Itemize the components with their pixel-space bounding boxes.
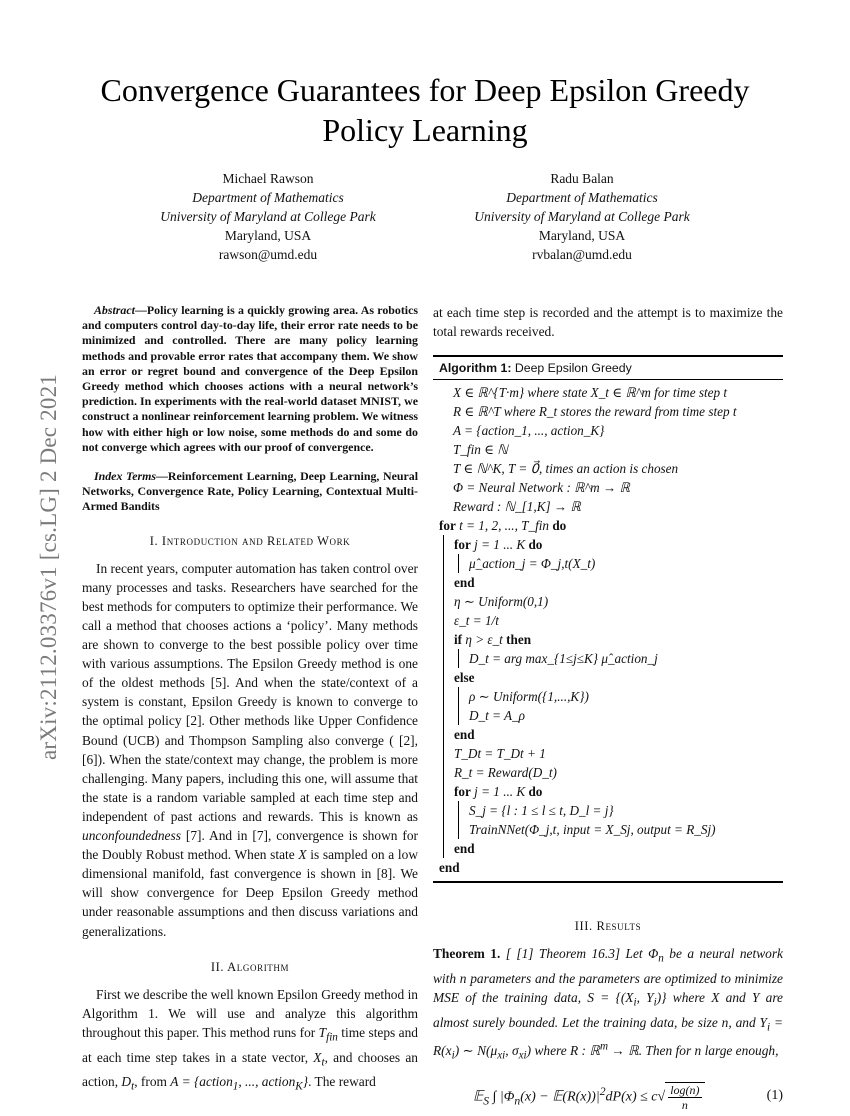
author-email: rvbalan@umd.edu [532, 247, 632, 262]
kw-do: do [528, 537, 543, 553]
algo-text-5: . The reward [308, 1074, 376, 1090]
author-univ: University of Maryland at College Park [474, 209, 690, 224]
algorithm-paragraph [82, 985, 418, 1097]
algorithm-body [433, 380, 783, 881]
algo-var-t-sub: fin [326, 1031, 338, 1044]
algo-if [454, 630, 777, 649]
algorithm-label: Algorithm 1: [439, 361, 512, 376]
for-inner-block [458, 554, 777, 573]
algo-line: S_j = {l : 1 ≤ l ≤ t, D_l = j} [469, 803, 614, 819]
kw-end: end [454, 727, 475, 743]
eq-expect-sub: S [483, 1094, 490, 1108]
algo-for-outer [439, 516, 777, 535]
if-condition: η > ε_t [465, 632, 503, 648]
kw-do: do [528, 784, 543, 800]
algo-line: T_fin ∈ ℕ [453, 442, 508, 458]
title-line-1: Convergence Guarantees for Deep Epsilon Greedy [100, 72, 750, 108]
thm-t6: ) ∼ N(μ [454, 1043, 498, 1059]
eq-expect: 𝔼 [473, 1089, 484, 1105]
algo-line: R ∈ ℝ^T where R_t stores the reward from time step t [453, 404, 737, 420]
thm-s2: i [633, 996, 637, 1009]
algo-for-inner [454, 535, 777, 554]
algorithm-name: Deep Epsilon Greedy [514, 361, 632, 376]
sqrt-body [665, 1082, 704, 1112]
author-email: rawson@umd.edu [218, 247, 318, 262]
algo-var-x-sub: t [321, 1056, 325, 1069]
algo-line: D_t = A_ρ [469, 708, 526, 724]
arxiv-stamp-text: arXiv:2112.03376v1 [cs.LG] 2 Dec 2021 [36, 374, 61, 760]
kw-end: end [439, 860, 460, 876]
eq-mid: (x) − 𝔼(R(x))| [520, 1089, 600, 1105]
algo-line: X ∈ ℝ^{T·m} where state X_t ∈ ℝ^m for time step t [453, 385, 728, 401]
intro-text-1: In recent years, computer automation has taken control over many processes and tasks. Researchers have searched for the best methods for computers to optimize their performance. We call a method that chooses actions a ‘policy’. Many methods are shown to converge to the best possible policy over time with various assumptions. The Epsilon Greedy method is one of the oldest methods [5]. And when the state/context of a system is constant, Epsilon Greedy is known to converge to the optimal policy [2]. Other methods like Upper Confidence Bound (UCB) and Thompson Sampling also converge ( [2], [6]). When the state/context may change, the problem is more challenging. Many papers, including this one, will assume that the state is a random variable sampled at each time step and independent of past actions and rewards. This is known as [82, 560, 418, 824]
algo-text-2: time steps and at each time step takes in a state vector, [82, 1024, 418, 1065]
section-heading-intro: I. Introduction and Related Work [149, 533, 351, 548]
abstract-lead: Abstract [94, 303, 135, 317]
section-heading-algorithm: II. Algorithm [210, 959, 290, 974]
algo-text-1: First we describe the well known Epsilon Greedy method in Algorithm 1. We will use and analyze this algorithm throughout this paper. This method runs for [82, 986, 418, 1040]
author-name: Radu Balan [550, 171, 614, 186]
algo-line: TrainNNet(Φ_j,t, input = X_Sj, output = R_Sj) [469, 822, 716, 838]
algo-set-end: } [302, 1074, 309, 1090]
for-train-block [458, 801, 777, 839]
algo-line: Reward : ℕ_[1,K] → ℝ [453, 499, 581, 515]
thm-s4: i [766, 1021, 771, 1034]
author-univ: University of Maryland at College Park [160, 209, 376, 224]
algo-line: D_t = arg max_{1≤j≤K} μ̂_action_j [469, 651, 658, 667]
equation-1 [433, 1076, 783, 1116]
algo-line: R_t = Reward(D_t) [454, 765, 557, 781]
theorem-body [433, 946, 783, 1062]
fraction-denominator: n [681, 1097, 688, 1112]
abstract [82, 303, 418, 455]
algo-line: ε_t = 1/t [454, 613, 499, 629]
theorem-1 [433, 944, 783, 1066]
intro-emphasis: unconfoundedness [82, 828, 181, 844]
right-column [433, 303, 783, 1116]
for-range: t = 1, 2, ..., T_fin [459, 518, 550, 534]
eq-bound: dP(x) ≤ c [605, 1089, 658, 1105]
author-block-1 [118, 169, 418, 264]
section-heading-results: III. Results [574, 919, 642, 934]
algo-line: T_Dt = T_Dt + 1 [454, 746, 546, 762]
thm-t9: → ℝ. Then for n large enough, [608, 1043, 779, 1059]
algo-line: μ̂_action_j = Φ_j,t(X_t) [469, 556, 596, 572]
for-range: j = 1 ... K [474, 537, 526, 553]
equation-number: (1) [766, 1087, 783, 1103]
algo-set: A = {action [170, 1074, 233, 1090]
algo-var-t: T [318, 1024, 327, 1040]
eq-phi-sub: n [514, 1094, 521, 1108]
kw-for: for [439, 518, 456, 534]
author-location: Maryland, USA [538, 228, 626, 243]
sqrt-sign: √ [657, 1089, 666, 1105]
thm-sup8: m [599, 1040, 609, 1053]
for-range: j = 1 ... K [474, 784, 526, 800]
left-column [82, 303, 418, 1097]
author-dept: Department of Mathematics [506, 190, 658, 205]
thm-t1: [ [1] Theorem 16.3] Let Φ [505, 946, 659, 962]
eq-integral: ∫ |Φ [489, 1089, 515, 1105]
thm-t5: = R(x [433, 1014, 783, 1059]
kw-for: for [454, 784, 471, 800]
algorithm-header [433, 357, 783, 380]
fraction-numerator: log(n) [670, 1082, 700, 1097]
thm-s1: n [658, 952, 664, 965]
index-terms [82, 469, 418, 515]
algo-for-train [454, 782, 777, 801]
algo-var-d-sub: t [131, 1081, 135, 1094]
index-terms-text: —Reinforcement Learning, Deep Learning, Neural Networks, Convergence Rate, Policy Learning, Contextual Multi-Armed Bandits [82, 469, 418, 514]
thm-t8: ) where R : ℝ [526, 1043, 600, 1059]
algo-var-x: X [313, 1049, 322, 1065]
paper-title [60, 70, 790, 150]
equation-body [473, 1082, 705, 1112]
theorem-lead: Theorem 1. [433, 946, 501, 962]
else-block [458, 687, 777, 725]
algo-line: A = {action_1, ..., action_K} [453, 423, 605, 439]
algo-var-d: D [121, 1074, 132, 1090]
abstract-text: —Policy learning is a quickly growing area. As robotics and computers control day-to-day life, their error rate needs to be minimized and controlled. There are many policy learning methods and provable error rates that accompany them. We show an error or regret bound and convergence of the Deep Epsilon Greedy method which chooses actions with a neural network’s prediction. In experiments with the real-world dataset MNIST, we construct a nonlinear reinforcement learning problem. We witness how with either high or low noise, some methods do and some do not converge which agrees with our proof of convergence. [82, 303, 418, 454]
author-dept: Department of Mathematics [192, 190, 344, 205]
thm-s7: xi [518, 1049, 527, 1062]
reward-continuation: at each time step is recorded and the attempt is to maximize the total rewards received. [433, 305, 783, 340]
intro-paragraph [82, 559, 418, 941]
algo-line: Φ = Neural Network : ℝ^m → ℝ [453, 480, 630, 496]
thm-s6: xi [497, 1049, 506, 1062]
algo-line: η ∼ Uniform(0,1) [454, 594, 549, 610]
for-outer-block [443, 535, 777, 858]
intro-text-3: is sampled on a low dimensional manifold, fast convergence is shown in [8]. We will show convergence for Deep Epsilon Greedy method under reasonable assumptions and then discuss variations and generalizations. [82, 847, 418, 939]
if-block [458, 649, 777, 668]
intro-text-2: [7]. And in [7], convergence is shown for the Doubly Robust method. When state [82, 828, 418, 863]
thm-t7: , σ [505, 1043, 519, 1059]
author-location: Maryland, USA [224, 228, 312, 243]
kw-do: do [552, 518, 567, 534]
algo-line: ρ ∼ Uniform({1,...,K}) [469, 689, 589, 705]
thm-t4: )} where X and Y are almost surely bounded. Let the training data, be size n, and Y [433, 990, 783, 1030]
algo-text-3: , and chooses an action, [82, 1049, 418, 1090]
intro-var-x: X [298, 847, 307, 863]
algo-set-subk: K [295, 1081, 303, 1094]
eq-square: 2 [599, 1084, 606, 1098]
author-name: Michael Rawson [222, 171, 314, 186]
algorithm-box [433, 355, 783, 883]
algo-text-4: , from [134, 1074, 171, 1090]
algo-line: T ∈ ℕ^K, T = 0⃗, times an action is chosen [453, 461, 679, 477]
kw-end: end [454, 575, 475, 591]
kw-if: if [454, 632, 463, 648]
algo-set-sub1: 1 [232, 1081, 239, 1094]
kw-end: end [454, 841, 475, 857]
kw-for: for [454, 537, 471, 553]
kw-else: else [454, 670, 475, 686]
title-line-2: Policy Learning [322, 112, 528, 148]
thm-t3: , Y [636, 990, 654, 1006]
fraction [668, 1083, 701, 1112]
thm-t2: be a neural network with n parameters and the parameters are optimized to minimize MSE of the training data, S = {(X [433, 946, 783, 1006]
index-terms-lead: Index Terms [94, 469, 156, 484]
algo-set-mid: , ..., action [238, 1074, 296, 1090]
thm-s3: i [653, 996, 657, 1009]
kw-then: then [506, 632, 532, 648]
thm-s5: i [451, 1049, 455, 1062]
author-block-2 [432, 169, 732, 264]
